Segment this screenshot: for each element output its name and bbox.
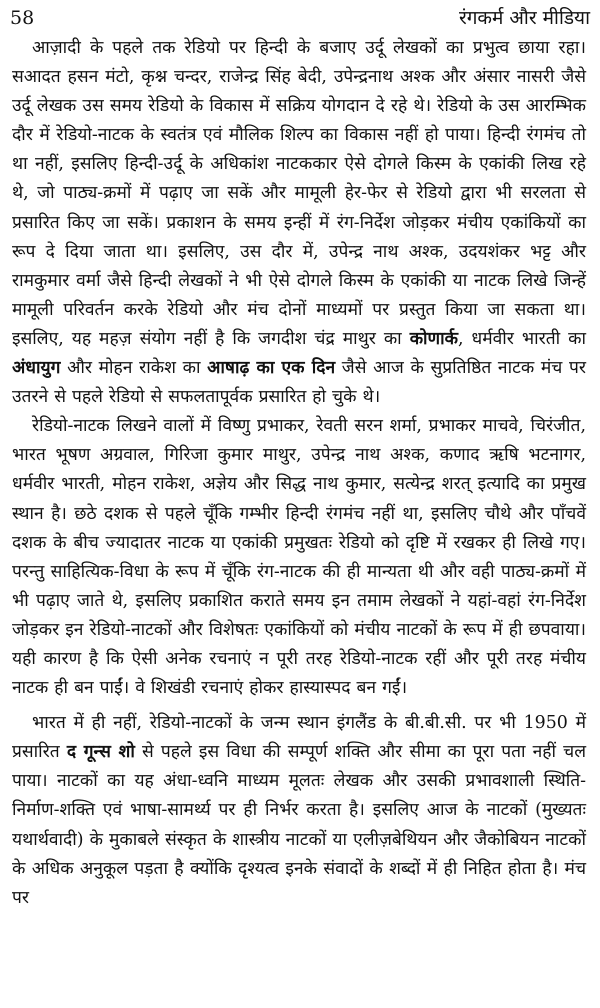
paragraph-1-text-3: और मोहन राकेश का (67, 358, 201, 379)
paragraph-2: रेडियो-नाटक लिखने वालों में विष्णु प्रभाकर, रेवती सरन शर्मा, प्रभाकर माचवे, चिरंजीत, भारत भूषण अग्रवाल, गिरिजा कुमार माथुर, उपेन्द्र नाथ अश्क, कणाद ऋषि भटनागर, धर्मवीर भारती, मोहन राकेश, अज्ञेय और सिद्ध नाथ कुमार, सत्येन्द्र शरत् इत्यादि का प्रमुख स्थान है। छठे दशक से पहले चूँकि गम्भीर हिन्दी रंगमंच नहीं था, इसलिए चौथे और पाँचवें दशक के बीच ज्यादातर नाटक या एकांकी प्रमुखतः रेडियो को दृष्टि में रखकर ही लिखे गए। परन्तु साहित्यिक-विधा के रूप में चूँकि रंग-नाटक की ही मान्यता थी और वही पाठ्य-क्रमों में भी पढ़ाए जाते थे, इसलिए प्रकाशित कराते समय इन तमाम लेखकों ने यहां-वहां रंग-निर्देश जोड़कर इन रेडियो-नाटकों और विशेषतः एकांकियों को मंचीय नाटकों के रूप में ही छपवाया। यही कारण है कि ऐसी अनेक रचनाएं न पूरी तरह रेडियो-नाटक रहीं और पूरी तरह मंचीय नाटक ही बन पाईं। वे शिखंडी रचनाएं होकर हास्यास्पद बन गईं। (12, 416, 586, 699)
paragraph-1 (12, 34, 586, 412)
paragraph-1-text-4: जैसे आज के सुप्रतिष्ठित नाटक मंच पर उतरने से पहले रेडियो से सफलतापूर्वक प्रसारित हो चुके थे। (12, 358, 587, 408)
paragraph-1-text-2: , धर्मवीर भारती का (457, 328, 586, 349)
paragraph-3 (12, 709, 586, 913)
paragraph-1-text-1: आज़ादी के पहले तक रेडियो पर हिन्दी के बजाए उर्दू लेखकों का प्रभुत्व छाया रहा। सआदत हसन मंटो, कृश्न चन्दर, राजेन्द्र सिंह बेदी, उपेन्द्रनाथ अश्क और अंसार नासरी जैसे उर्दू लेखक उस समय रेडियो के विकास में सक्रिय योगदान दे रहे थे। रेडियो के उस आरम्भिक दौर में रेडियो-नाटक के स्वतंत्र एवं मौलिक शिल्प का विकास नहीं हो पाया। हिन्दी रंगमंच तो था नहीं, इसलिए हिन्दी-उर्दू के अधिकांश नाटककार ऐसे दोगले किस्म के एकांकी लिख रहे थे, जो पाठ्य-क्रमों में पढ़ाए जा सकें और मामूली हेर-फेर से रेडियो द्वारा भी सरलता से प्रसारित किए जा सकें। प्रकाशन के समय इन्हीं में रंग-निर्देश जोड़कर मंचीय एकांकियों का रूप दे दिया जाता था। इसलिए, उस दौर में, उपेन्द्र नाथ अश्क, उदयशंकर भट्ट और रामकुमार वर्मा जैसे हिन्दी लेखकों ने भी ऐसे दोगले किस्म के एकांकी या नाटक लिखे जिन्हें मामूली परिवर्तन करके रेडियो और मंच दोनों माध्यमों पर प्रस्तुत किया जा सकता था। इसलिए, यह महज़ संयोग नहीं है कि जगदीश चंद्र माथुर का (12, 38, 587, 349)
page-header (10, 4, 590, 32)
play-title-andhayug: अंधायुग (12, 358, 61, 379)
running-title: रंगकर्म और मीडिया (458, 7, 590, 29)
page-body (12, 34, 586, 913)
play-title-ashadh-ka-ek-din: आषाढ़ का एक दिन (207, 358, 336, 379)
paragraph-3-text-1: भारत में ही नहीं, रेडियो-नाटकों के जन्म स्थान इंगलैंड के बी.बी.सी. पर भी 1950 में प्रसारित (12, 713, 586, 763)
show-title-the-goon-show: द गून्स शो (66, 742, 135, 763)
page-number: 58 (10, 7, 35, 29)
play-title-konark: कोणार्क (409, 328, 458, 349)
paragraph-3-text-2: से पहले इस विधा की सम्पूर्ण शक्ति और सीमा का पूरा पता नहीं चल पाया। नाटकों का यह अंधा-ध्वनि माध्यम मूलतः लेखक और उसकी प्रभावशाली स्थिति-निर्माण-शक्ति एवं भाषा-सामर्थ्य पर ही निर्भर करता है। इसलिए आज के नाटकों (मुख्यतः यथार्थवादी) के मुकाबले संस्कृत के शास्त्रीय नाटकों या एलीज़बेथियन और जैकोबियन नाटकों के अधिक अनुकूल पड़ता है क्योंकि दृश्यत्व इनके संवादों के शब्दों में ही निहित होता है। मंच पर (12, 742, 586, 908)
